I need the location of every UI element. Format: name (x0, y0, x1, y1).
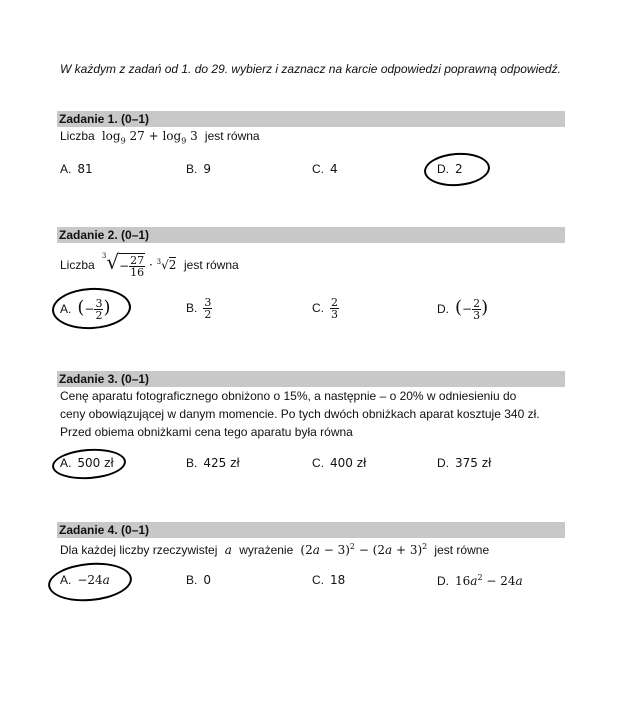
task-4-option-c[interactable]: C. 18 (312, 573, 346, 587)
task-1-answer-mark (423, 151, 491, 189)
task-4-question (57, 538, 565, 559)
task-2-option-a[interactable]: A. (− $\frac{3}{2}$ ) (60, 297, 111, 322)
task-2-question (57, 245, 565, 279)
task-4-question-pre: Dla każdej liczby rzeczywistej (60, 543, 218, 557)
task-4-option-a[interactable]: A. −24a (60, 573, 110, 587)
task-2-option-c-value: $\frac{2}{3}$ (331, 296, 338, 321)
task-1-option-a[interactable]: A. 81 (60, 162, 93, 176)
task-4-question-mid: wyrażenie (239, 543, 294, 557)
task-2-option-b[interactable]: B. $\frac{3}{2}$ (186, 296, 212, 321)
task-1-question-pre: Liczba (60, 129, 95, 143)
task-1-option-d[interactable]: D. 2 (437, 162, 463, 176)
task-4-header: Zadanie 4. (0–1) (57, 522, 565, 538)
task-2-header: Zadanie 2. (0–1) (57, 227, 565, 243)
task-2-option-d-value: (− $\frac{2}{3}$ ) (455, 297, 489, 322)
task-2-answer-mark (51, 286, 132, 331)
task-4 (57, 522, 565, 559)
task-2 (57, 227, 565, 279)
task-3-option-b[interactable]: B. 425 zł (186, 456, 240, 470)
task-2-option-b-value: $\frac{3}{2}$ (204, 296, 212, 321)
task-1 (57, 111, 565, 150)
task-4-option-d[interactable]: D. $16a^2 - 24a$ (437, 573, 523, 588)
task-1-option-c[interactable]: C. 4 (312, 162, 338, 176)
task-1-header: Zadanie 1. (0–1) (57, 111, 565, 127)
task-2-expression: $^3$√− $\frac{27}{16}$ · $^3$√2 (101, 250, 177, 279)
task-1-expression: $\log_9 27 + \log_9 3$ (98, 129, 202, 146)
task-2-option-a-value: (− $\frac{3}{2}$ ) (77, 297, 111, 322)
task-3-line-3: Przed obiema obniżkami cena tego aparatu była równa (60, 425, 353, 439)
task-3-header: Zadanie 3. (0–1) (57, 371, 565, 387)
task-2-option-d[interactable]: D. (− $\frac{2}{3}$ ) (437, 297, 489, 322)
task-2-question-pre: Liczba (60, 258, 95, 272)
instructions-text: W każdym z zadań od 1. do 29. wybierz i zaznacz na karcie odpowiedzi poprawną odpowiedź. (60, 62, 561, 76)
task-3-option-a[interactable]: A. 500 zł (60, 456, 114, 470)
task-3-line-2: ceny obowiązującej w danym momencie. Po tych dwóch obniżkach aparat kosztuje 340 zł. (60, 407, 540, 421)
task-2-option-c[interactable]: C. $\frac{2}{3}$ (312, 296, 338, 321)
task-1-question (57, 127, 565, 150)
task-3-option-c[interactable]: C. 400 zł (312, 456, 367, 470)
task-2-question-post: jest równa (184, 258, 239, 272)
task-4-expression: $(2a - 3)^2 - (2a + 3)^2$ (296, 542, 428, 557)
task-3 (57, 371, 565, 441)
task-1-question-post: jest równa (204, 129, 260, 143)
task-4-question-post: jest równe (434, 543, 490, 557)
task-4-option-a-value: −24a (77, 573, 110, 587)
task-3-question (57, 387, 565, 441)
task-4-option-d-value: $16a^2 - 24a$ (455, 573, 523, 588)
task-1-option-b[interactable]: B. 9 (186, 162, 211, 176)
task-4-variable: a (224, 543, 232, 557)
task-3-option-d[interactable]: D. 375 zł (437, 456, 492, 470)
task-4-answer-mark (47, 559, 134, 604)
task-4-option-b[interactable]: B. 0 (186, 573, 211, 587)
task-3-line-1: Cenę aparatu fotograficznego obniżono o 15%, a następnie – o 20% w odniesieniu do (60, 389, 517, 403)
task-3-answer-mark (51, 446, 127, 481)
